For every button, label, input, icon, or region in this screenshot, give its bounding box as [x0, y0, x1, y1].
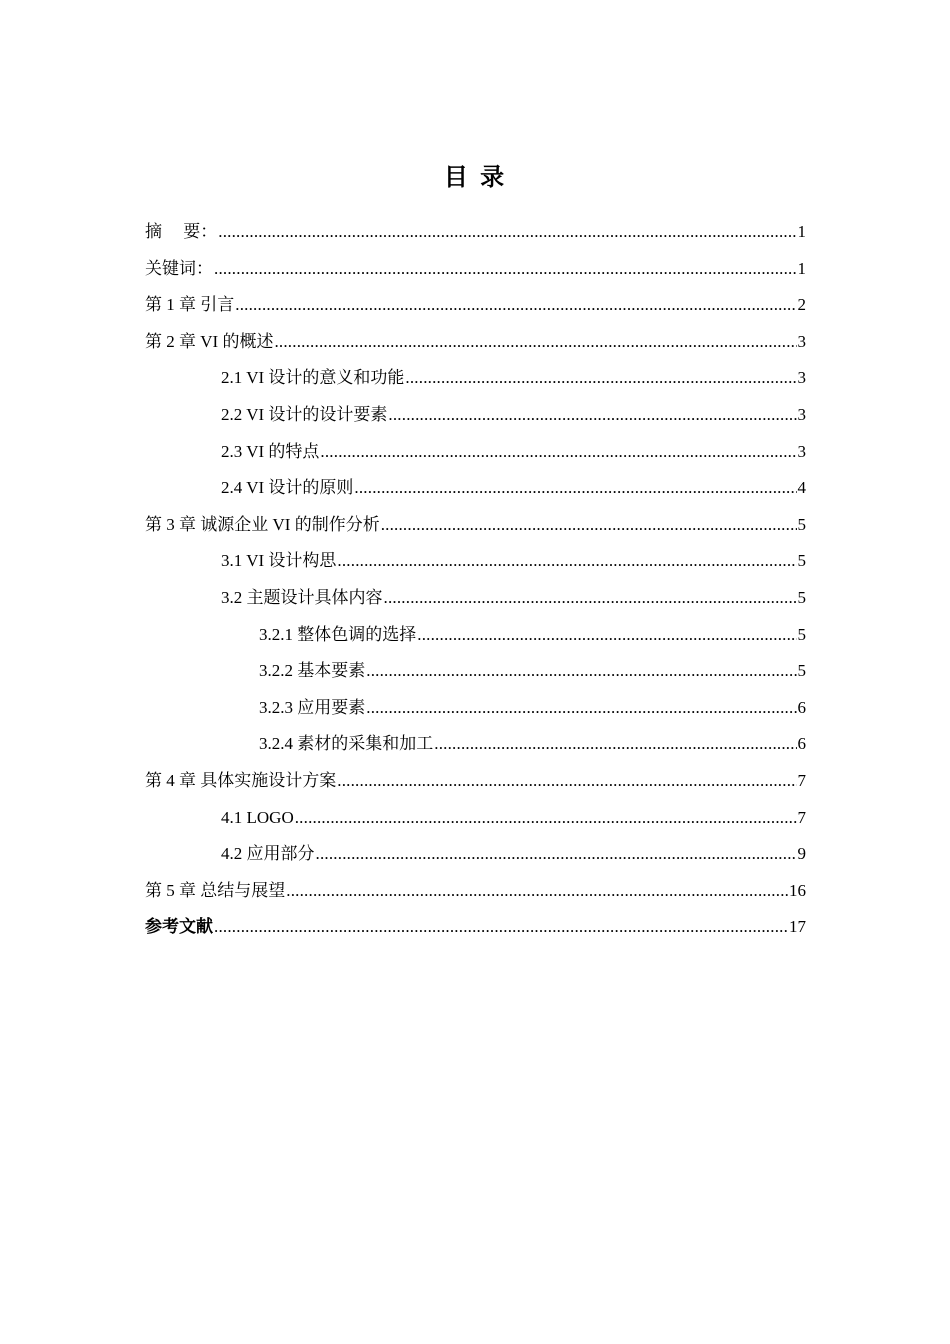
toc-entry-title: 3.2.2 基本要素 [259, 661, 366, 681]
dot-leader [274, 324, 796, 360]
toc-entry-page-number: 16 [789, 880, 806, 900]
toc-entry[interactable] [145, 690, 806, 727]
toc-title: 目 录 [443, 163, 507, 191]
toc-entry[interactable] [145, 360, 806, 397]
toc-entry-title: 2.1 VI 设计的意义和功能 [221, 368, 405, 388]
toc-entry-title: 第 5 章 总结与展望 [145, 880, 286, 900]
toc-entry[interactable] [145, 287, 806, 324]
table-of-contents [145, 214, 806, 946]
dot-leader [235, 287, 796, 323]
dot-leader [434, 726, 796, 762]
toc-entry-page-number: 5 [797, 551, 806, 571]
dot-leader [417, 617, 796, 653]
toc-entry[interactable] [145, 873, 806, 910]
toc-entry-page-number: 2 [797, 295, 806, 315]
toc-entry-title: 2.4 VI 设计的原则 [221, 478, 354, 498]
dot-leader [405, 360, 796, 396]
toc-entry[interactable] [145, 251, 806, 288]
toc-entry-title: 第 4 章 具体实施设计方案 [145, 770, 337, 790]
toc-entry-page-number: 4 [797, 478, 806, 498]
toc-entry[interactable] [145, 800, 806, 837]
toc-entry-title: 第 2 章 VI 的概述 [145, 331, 274, 351]
toc-entry-page-number: 6 [797, 697, 806, 717]
toc-entry[interactable] [145, 214, 806, 251]
toc-entry[interactable] [145, 726, 806, 763]
toc-entry-title: 4.1 LOGO [221, 807, 294, 827]
toc-entry-page-number: 9 [797, 844, 806, 864]
toc-entry-page-number: 7 [797, 807, 806, 827]
toc-entry[interactable] [145, 763, 806, 800]
toc-entry[interactable] [145, 653, 806, 690]
dot-leader [214, 909, 788, 945]
dot-leader [337, 543, 796, 579]
dot-leader [286, 873, 788, 909]
toc-entry-title: 参考文献 [145, 917, 213, 938]
toc-entry-title: 第 3 章 诚源企业 VI 的制作分析 [145, 514, 380, 534]
dot-leader [366, 690, 796, 726]
dot-leader [384, 580, 797, 616]
dot-leader [320, 434, 796, 470]
toc-entry-title: 第 1 章 引言 [145, 295, 235, 315]
toc-entry-page-number: 3 [797, 404, 806, 424]
toc-entry-title: 3.2.3 应用要素 [259, 697, 366, 717]
toc-entry[interactable] [145, 397, 806, 434]
toc-entry-title: 摘 要： [145, 222, 218, 241]
toc-entry-title: 3.2.4 素材的采集和加工 [259, 734, 434, 754]
toc-entry-title: 3.2.1 整体色调的选择 [259, 624, 417, 644]
dot-leader [366, 653, 796, 689]
toc-entry-page-number: 1 [797, 222, 806, 241]
toc-entry-page-number: 3 [797, 331, 806, 351]
toc-entry[interactable] [145, 909, 806, 946]
toc-entry[interactable] [145, 580, 806, 617]
dot-leader [218, 214, 796, 250]
toc-entry-page-number: 3 [797, 441, 806, 461]
toc-entry-page-number: 5 [797, 624, 806, 644]
toc-entry-title: 2.3 VI 的特点 [221, 441, 320, 461]
toc-entry-title: 3.2 主题设计具体内容 [221, 587, 383, 607]
dot-leader [337, 763, 796, 799]
toc-entry-page-number: 5 [797, 661, 806, 681]
toc-entry-title: 4.2 应用部分 [221, 844, 315, 864]
toc-entry[interactable] [145, 324, 806, 361]
toc-entry-title: 3.1 VI 设计构思 [221, 551, 337, 571]
toc-entry-page-number: 7 [797, 770, 806, 790]
toc-entry[interactable] [145, 470, 806, 507]
toc-entry[interactable] [145, 836, 806, 873]
dot-leader [295, 800, 797, 836]
toc-entry-title: 2.2 VI 设计的设计要素 [221, 404, 388, 424]
toc-entry-page-number: 6 [797, 734, 806, 754]
toc-entry-page-number: 17 [789, 917, 806, 937]
toc-entry[interactable] [145, 507, 806, 544]
toc-entry[interactable] [145, 617, 806, 654]
dot-leader [354, 470, 796, 506]
dot-leader [388, 397, 796, 433]
dot-leader [214, 251, 797, 287]
toc-entry-title: 关键词： [145, 258, 213, 278]
dot-leader [381, 507, 797, 543]
toc-entry-page-number: 3 [797, 368, 806, 388]
toc-entry-page-number: 5 [797, 587, 806, 607]
toc-entry-page-number: 1 [797, 258, 806, 278]
toc-entry[interactable] [145, 543, 806, 580]
dot-leader [316, 836, 797, 872]
toc-entry-page-number: 5 [797, 514, 806, 534]
toc-entry[interactable] [145, 434, 806, 471]
